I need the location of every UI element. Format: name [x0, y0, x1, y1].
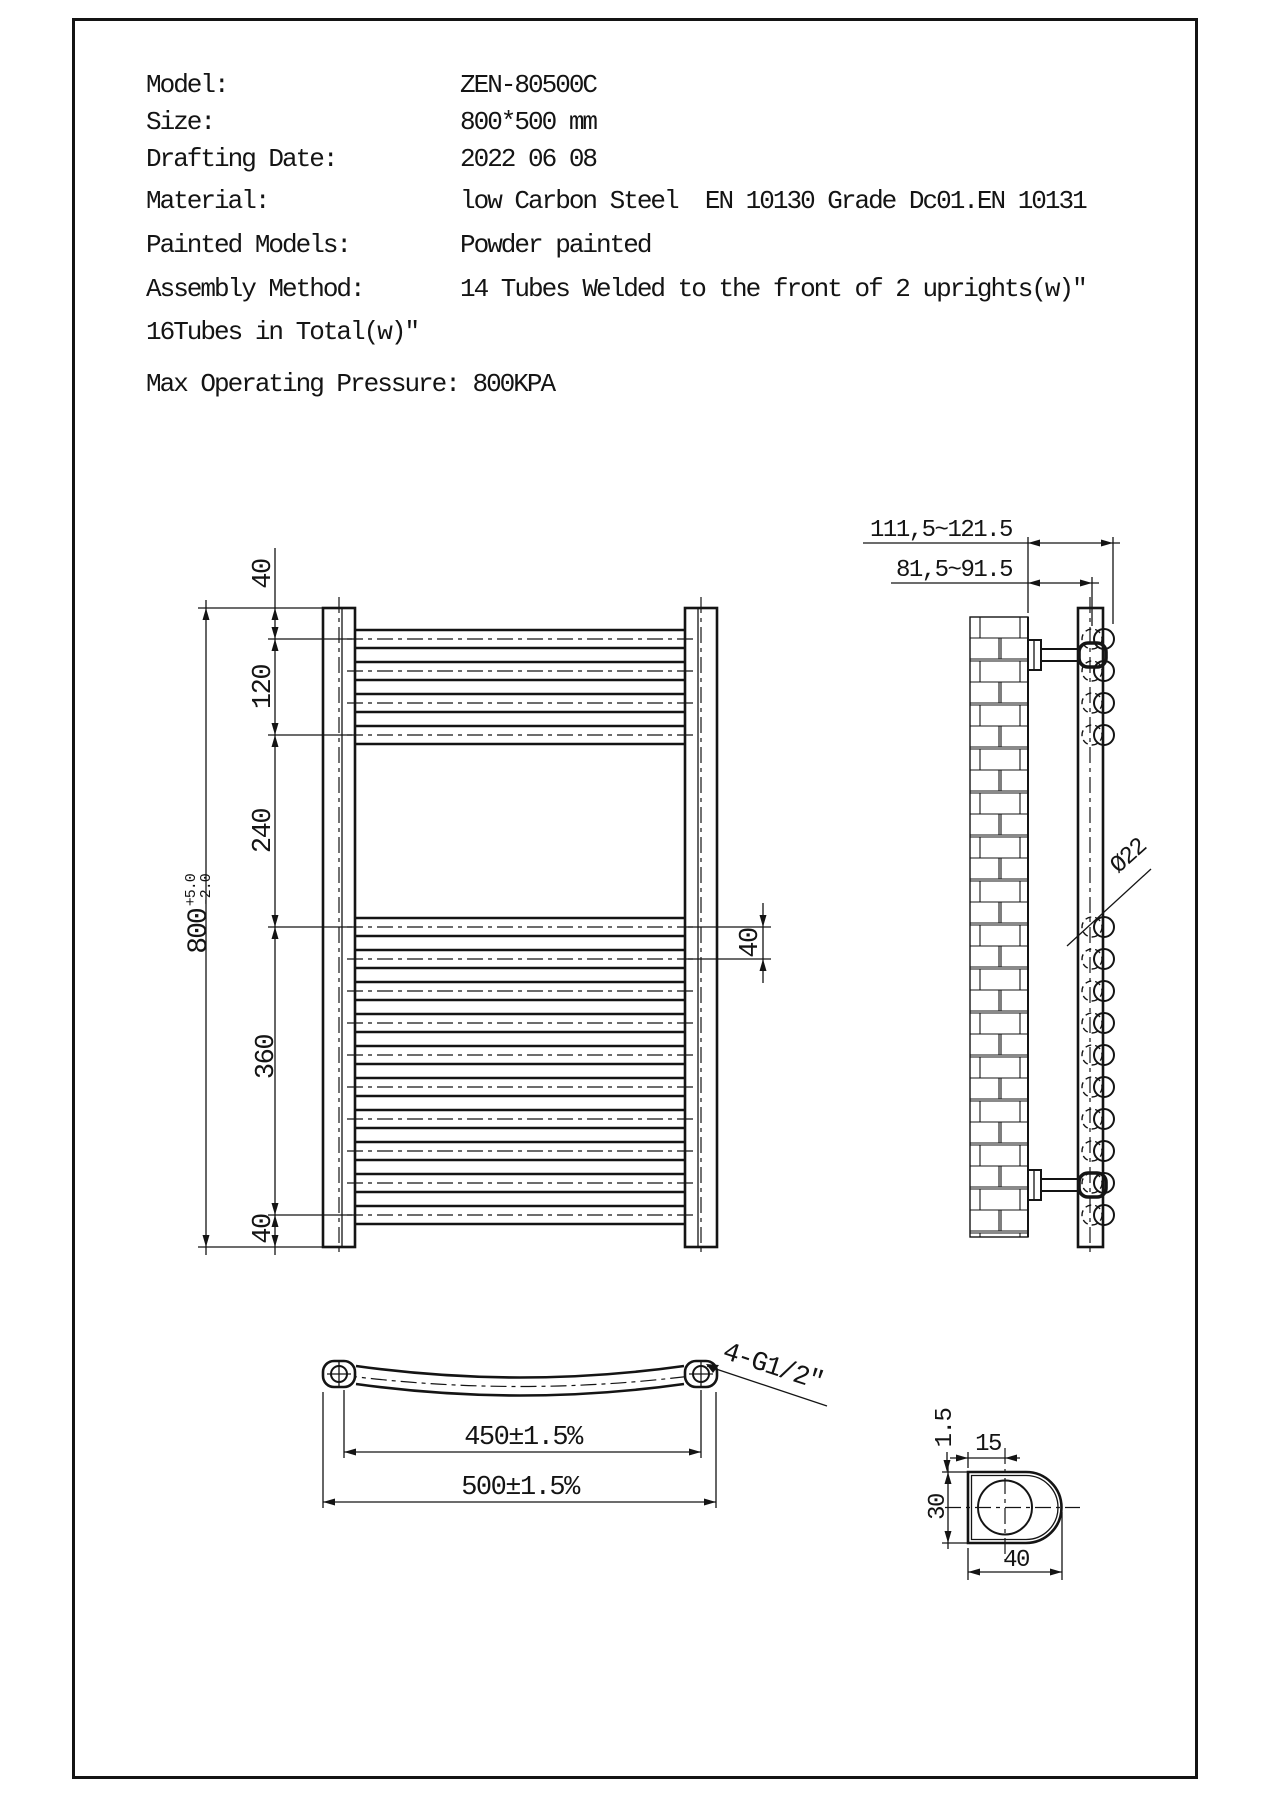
dim-wall-to-outer: 111,5~121.5: [870, 517, 1012, 544]
tube: [347, 726, 693, 744]
spec-value-size: 800*500 mm: [460, 107, 597, 137]
dim-group2: 360: [252, 1034, 282, 1080]
tube: [347, 1206, 693, 1224]
tube: [347, 1046, 693, 1064]
curved-tube-top-edge: [356, 1366, 684, 1378]
dim-hole-offset: 15: [975, 1431, 1001, 1458]
max-pressure-line: Max Operating Pressure: 800KPA: [146, 369, 555, 399]
tolerance-minus: -2.0: [198, 874, 215, 907]
dim-group1: 120: [249, 664, 279, 710]
dim-tube-centres: 450±1.5%: [464, 1423, 582, 1453]
tube: [347, 630, 693, 648]
tube: [347, 982, 693, 1000]
spec-value-material: low Carbon Steel EN 10130 Grade Dc01.EN 10131: [460, 186, 1086, 216]
spec-label-painted: Painted Models:: [146, 230, 351, 260]
dim-top-offset: 40: [249, 559, 279, 589]
dim-overall-width: 500±1.5%: [461, 1473, 579, 1503]
tube: [347, 950, 693, 968]
dim-overall-height-value: 800: [183, 909, 215, 954]
thread-spec-label: 4-G1/2": [718, 1337, 826, 1399]
curved-tube-bottom-edge: [356, 1384, 684, 1396]
tube: [347, 1078, 693, 1096]
dim-tube-pitch: 40: [736, 928, 766, 958]
wall-brick-hatch: [970, 617, 1028, 1237]
plan-view: [323, 1338, 827, 1508]
dim-profile-width: 40: [1003, 1547, 1029, 1574]
dim-wall-to-center: 81,5~91.5: [895, 557, 1013, 584]
spec-label-model: Model:: [146, 70, 228, 100]
tolerance-plus: +5.0: [183, 874, 200, 907]
left-fitting: [323, 1361, 355, 1387]
spec-label-material: Material:: [146, 186, 269, 216]
tube: [347, 1014, 693, 1032]
spec-label-assembly: Assembly Method:: [146, 274, 364, 304]
dim-wall-thickness: 1.5: [932, 1408, 959, 1448]
spec-label-date: Drafting Date:: [146, 144, 337, 174]
tube: [347, 1110, 693, 1128]
spec-value-date: 2022 06 08: [460, 144, 597, 174]
dim-tube-diameter: Ø22: [1105, 833, 1153, 880]
spec-value-model: ZEN-80500C: [460, 70, 597, 100]
dim-profile-depth: 30: [925, 1494, 952, 1520]
side-view: [863, 517, 1152, 1257]
dim-gap: 240: [249, 808, 279, 854]
detail-view: [925, 1409, 1080, 1580]
assembly-continuation: 16Tubes in Total(w)": [146, 317, 419, 347]
tube: [347, 1174, 693, 1192]
tube-rungs: [347, 630, 693, 1224]
spec-label-size: Size:: [146, 107, 215, 137]
dim-bottom-offset: 40: [249, 1214, 279, 1244]
tube: [347, 662, 693, 680]
tube: [347, 1142, 693, 1160]
tube: [347, 694, 693, 712]
front-view: [198, 548, 771, 1257]
spec-value-painted: Powder painted: [460, 230, 651, 260]
tube: [347, 918, 693, 936]
spec-value-assembly: 14 Tubes Welded to the front of 2 uprights(w)": [460, 274, 1086, 304]
